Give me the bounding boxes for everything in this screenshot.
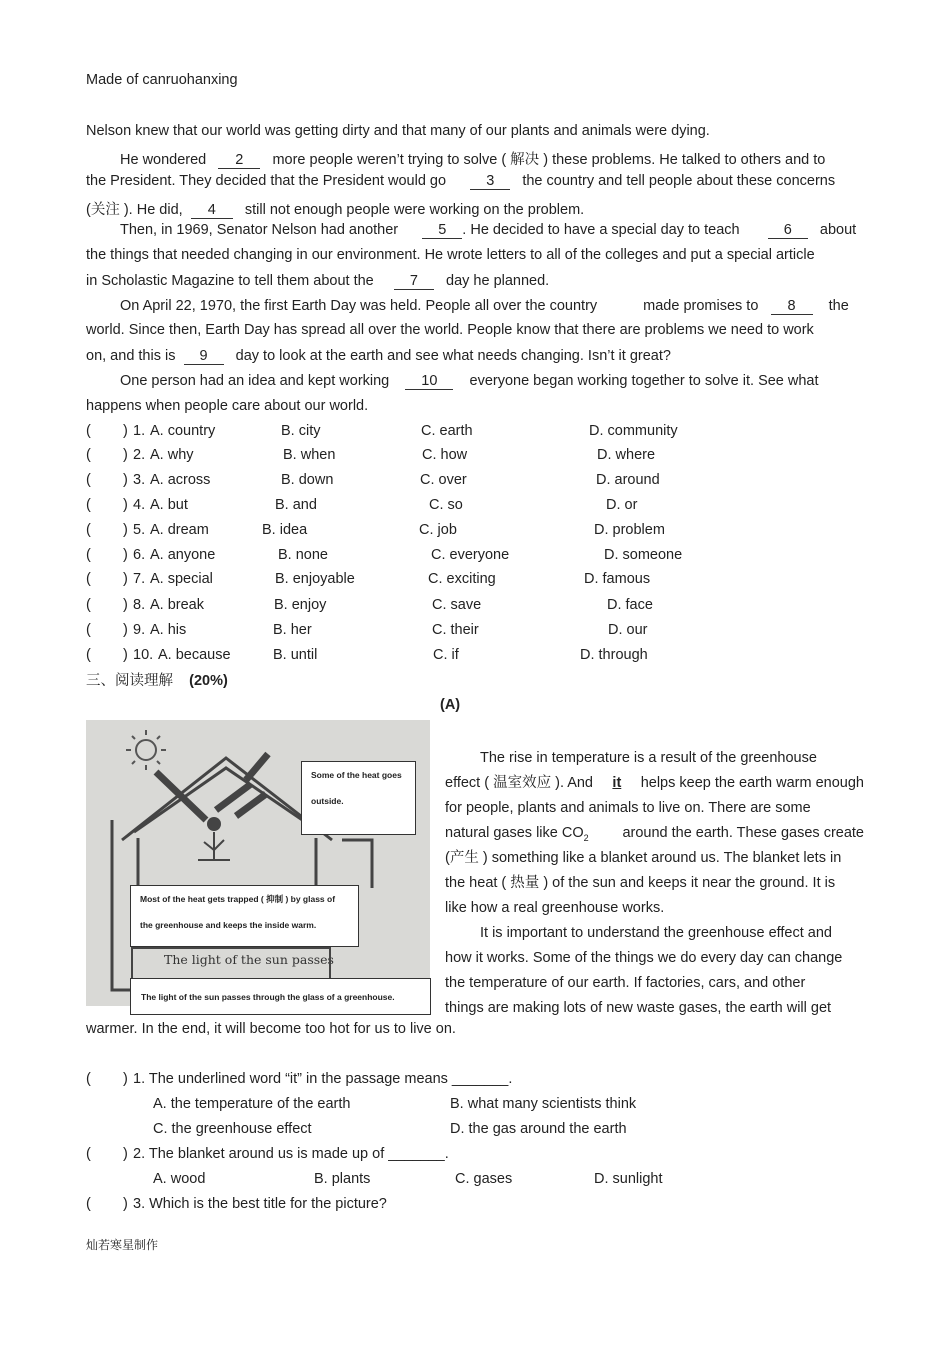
option: B. plants — [314, 1171, 371, 1187]
option: D. the gas around the earth — [450, 1121, 627, 1137]
passage-line: The rise in temperature is a result of the greenhouse — [480, 750, 817, 766]
option: C. the greenhouse effect — [153, 1121, 312, 1137]
cloze-question: ( ) 5. A. dream B. idea C. job D. problem — [86, 522, 665, 538]
label-sun-light: The light of the sun passes through the glass of a greenhouse. — [130, 978, 431, 1015]
cloze-question: ( ) 1. A. country B. city C. earth D. community — [86, 423, 678, 439]
section-heading: 三、阅读理解 (20%) — [86, 673, 228, 689]
cloze-line: (关注 ). He did, 4 still not enough people were working on the problem. — [86, 202, 585, 218]
passage-line: warmer. In the end, it will become too hot for us to live on. — [86, 1021, 456, 1037]
cloze-line: world. Since then, Earth Day has spread all over the world. People know that there are problems we need to work — [86, 322, 814, 338]
cloze-line: in Scholastic Magazine to tell them about the 7 day he planned. — [86, 273, 550, 289]
passage-line: the heat ( 热量 ) of the sun and keeps it near the ground. It is — [445, 875, 836, 891]
page-header: Made of canruohanxing — [86, 72, 238, 88]
option: C. gases — [455, 1171, 513, 1187]
page-footer: 灿若寒星制作 — [86, 1238, 159, 1252]
label-heat-trapped: Most of the heat gets trapped ( 抑制 ) by glass of the greenhouse and keeps the inside warm. — [130, 885, 359, 947]
cloze-question: ( ) 4. A. but B. and C. so D. or — [86, 497, 638, 513]
passage-line: for people, plants and animals to live on. There are some — [445, 800, 811, 816]
cloze-question: ( ) 10. A. because B. until C. if D. through — [86, 647, 648, 663]
blank-6: 6 — [768, 223, 808, 239]
blank-5: 5 — [422, 223, 462, 239]
blank-9: 9 — [184, 349, 224, 365]
cloze-question: ( ) 2. A. why B. when C. how D. where — [86, 447, 656, 463]
blank-7: 7 — [394, 274, 434, 290]
cloze-question: ( ) 9. A. his B. her C. their D. our — [86, 622, 648, 638]
plant-icon — [198, 817, 230, 860]
passage-line: It is important to understand the greenhouse effect and — [480, 925, 832, 941]
cloze-question: ( ) 8. A. break B. enjoy C. save D. face — [86, 597, 653, 613]
sun-icon — [126, 730, 166, 770]
reading-question: ( ) 3. Which is the best title for the picture? — [86, 1196, 387, 1212]
heat-ray-arrows — [156, 754, 268, 820]
cloze-line: On April 22, 1970, the first Earth Day was held. People all over the country made promises to 8 the — [120, 298, 849, 314]
blank-3: 3 — [470, 174, 510, 190]
cloze-line: the President. They decided that the President would go 3 the country and tell people about these concerns — [86, 173, 836, 189]
passage-line: things are making lots of new waste gases, the earth will get — [445, 1000, 832, 1016]
passage-line: like how a real greenhouse works. — [445, 900, 665, 916]
cloze-line: Then, in 1969, Senator Nelson had another 5 . He decided to have a special day to teach 6 about — [120, 222, 857, 238]
passage-line: (产生 ) something like a blanket around us. The blanket lets in — [445, 850, 842, 866]
cloze-question: ( ) 3. A. across B. down C. over D. around — [86, 472, 660, 488]
cloze-line: happens when people care about our world. — [86, 398, 369, 414]
cloze-line: One person had an idea and kept working 10 everyone began working together to solve it. See what — [120, 373, 819, 389]
photo-caption-text: The light of the sun passes — [164, 952, 334, 967]
cloze-line: on, and this is 9 day to look at the earth and see what needs changing. Isn’t it great? — [86, 348, 671, 364]
passage-line: natural gases like $CO_2$ around the earth. These gases create — [445, 825, 864, 843]
underlined-word-it: it — [612, 775, 622, 791]
option: D. sunlight — [594, 1171, 663, 1187]
cloze-line: the things that needed changing in our environment. He wrote letters to all of the colleges and put a special article — [86, 247, 815, 263]
cloze-line: He wondered 2 more people weren’t trying to solve ( 解决 ) these problems. He talked to others and to — [120, 152, 826, 168]
section-part-label: (A) — [440, 697, 461, 713]
cloze-intro: Nelson knew that our world was getting dirty and that many of our plants and animals were dying. — [86, 123, 710, 139]
option: A. wood — [153, 1171, 206, 1187]
passage-line: effect ( 温室效应 ). And it helps keep the earth warm enough — [445, 771, 864, 796]
reading-question: ( ) 2. The blanket around us is made up of _______. — [86, 1146, 449, 1162]
blank-8: 8 — [771, 299, 813, 315]
option: B. what many scientists think — [450, 1096, 637, 1112]
label-heat-outside: Some of the heat goes outside. — [301, 761, 416, 835]
cloze-question: ( ) 7. A. special B. enjoyable C. exciting D. famous — [86, 571, 651, 587]
cloze-question: ( ) 6. A. anyone B. none C. everyone D. someone — [86, 547, 683, 563]
blank-2: 2 — [218, 153, 260, 169]
passage-line: the temperature of our earth. If factories, cars, and other — [445, 975, 806, 991]
blank-10: 10 — [405, 374, 453, 390]
reading-question: ( ) 1. The underlined word “it” in the passage means _______. — [86, 1071, 513, 1087]
passage-line: how it works. Some of the things we do every day can change — [445, 950, 843, 966]
option: A. the temperature of the earth — [153, 1096, 351, 1112]
blank-4: 4 — [191, 203, 233, 219]
